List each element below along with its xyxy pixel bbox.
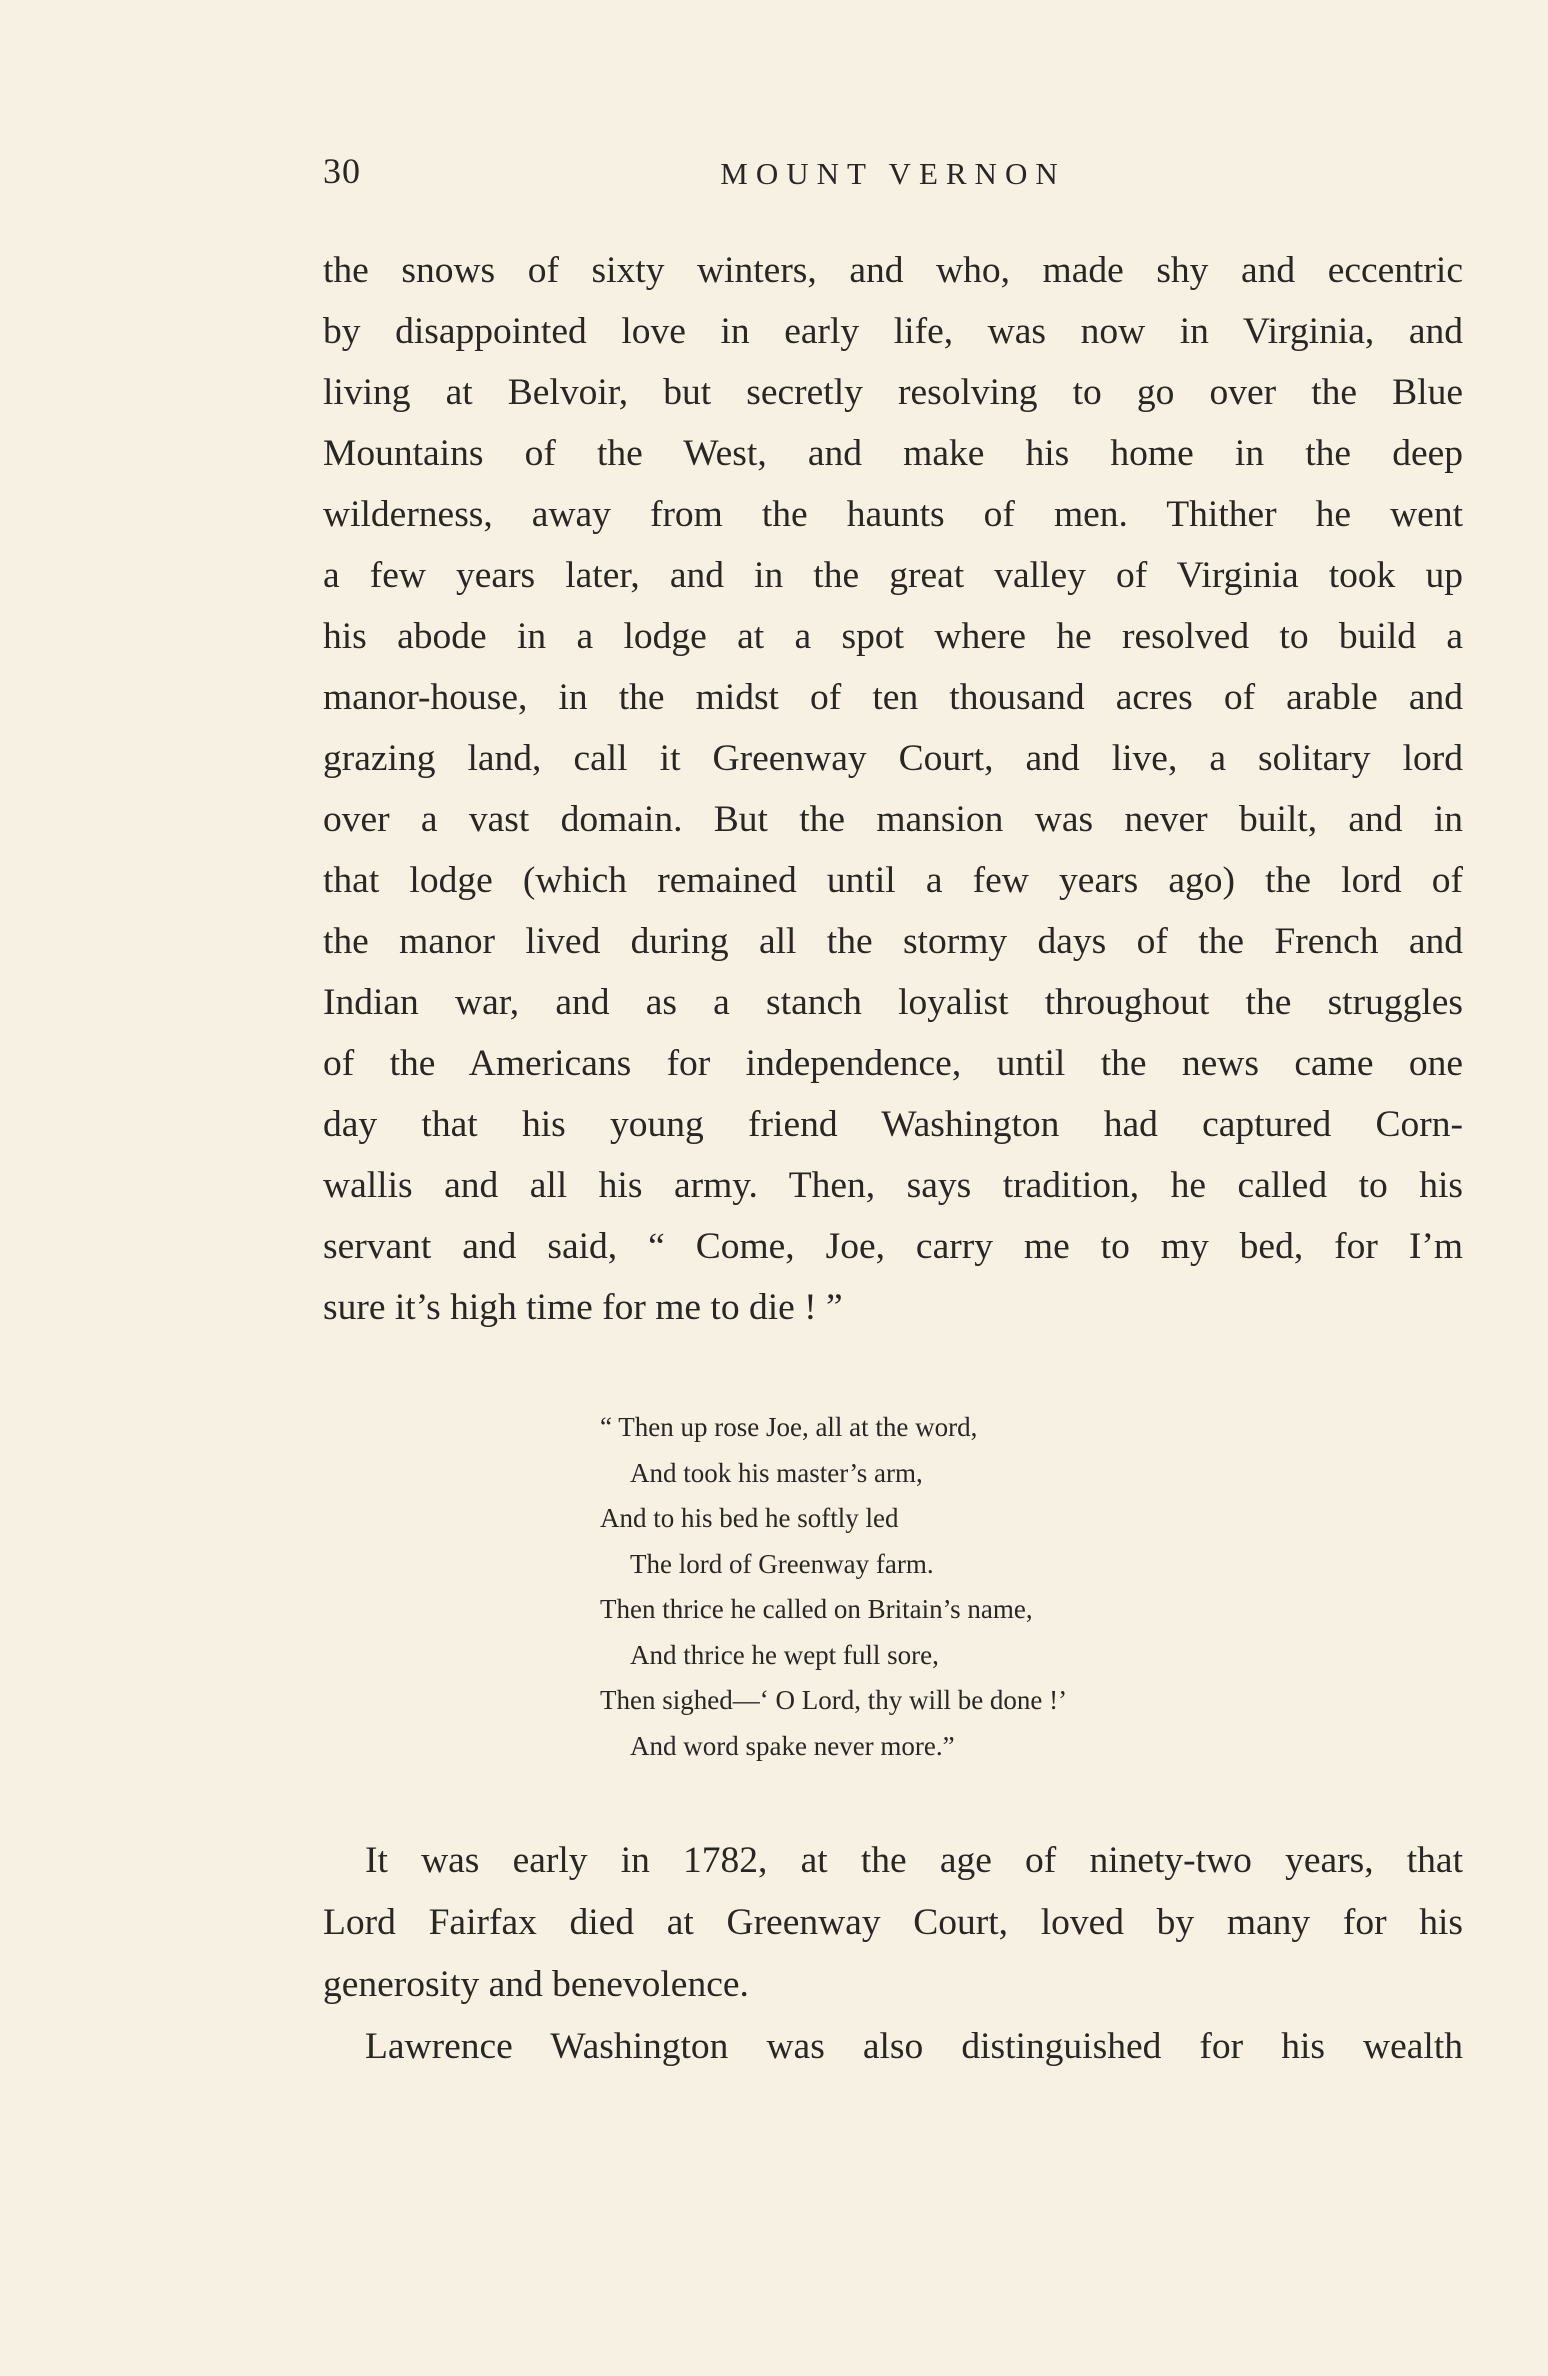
text-line: grazing land, call it Greenway Court, and live, a solitary lord [323, 738, 1463, 779]
text-line: of the Americans for independence, until the news came one [323, 1043, 1463, 1084]
text-line: Lawrence Washington was also distinguished for his wealth [365, 2026, 1463, 2067]
text-line: the snows of sixty winters, and who, made shy and eccentric [323, 250, 1463, 291]
closing-paragraphs [323, 1830, 1463, 2078]
running-head: MOUNT VERNON [720, 156, 1066, 191]
verse-line: And word spake never more.” [630, 1730, 955, 1761]
verse-line: And thrice he wept full sore, [630, 1639, 939, 1670]
verse-quotation [600, 1405, 1220, 1769]
text-line: manor-house, in the midst of ten thousand acres of arable and [323, 677, 1463, 718]
text-line: that lodge (which remained until a few years ago) the lord of [323, 860, 1463, 901]
text-line: Lord Fairfax died at Greenway Court, loved by many for his [323, 1902, 1463, 1943]
text-line: day that his young friend Washington had captured Corn- [323, 1104, 1463, 1145]
verse-line: The lord of Greenway farm. [630, 1548, 934, 1579]
text-line: a few years later, and in the great valley of Virginia took up [323, 555, 1463, 596]
text-line: living at Belvoir, but secretly resolving to go over the Blue [323, 372, 1463, 413]
verse-line: Then thrice he called on Britain’s name, [600, 1594, 1033, 1624]
verse-line: And to his bed he softly led [600, 1503, 899, 1533]
text-line: over a vast domain. But the mansion was never built, and in [323, 799, 1463, 840]
verse-line: Then sighed—‘ O Lord, thy will be done !’ [600, 1685, 1068, 1715]
page-header [323, 150, 1463, 210]
verse-line: And took his master’s arm, [630, 1457, 923, 1488]
text-line: servant and said, “ Come, Joe, carry me to my bed, for I’m [323, 1226, 1463, 1267]
text-line: It was early in 1782, at the age of ninety-two years, that [365, 1840, 1463, 1881]
text-line: wallis and all his army. Then, says tradition, he called to his [323, 1165, 1463, 1206]
verse-line: “ Then up rose Joe, all at the word, [600, 1412, 978, 1442]
text-line: by disappointed love in early life, was now in Virginia, and [323, 311, 1463, 352]
text-line: Indian war, and as a stanch loyalist throughout the struggles [323, 982, 1463, 1023]
paragraph-main [323, 240, 1463, 1338]
text-line: his abode in a lodge at a spot where he resolved to build a [323, 616, 1463, 657]
text-line: sure it’s high time for me to die ! ” [323, 1287, 843, 1328]
text-line: generosity and benevolence. [323, 1964, 749, 2005]
text-line: the manor lived during all the stormy days of the French and [323, 921, 1463, 962]
text-line: Mountains of the West, and make his home in the deep [323, 433, 1463, 474]
page-number: 30 [323, 151, 361, 191]
text-line: wilderness, away from the haunts of men. Thither he went [323, 494, 1463, 535]
